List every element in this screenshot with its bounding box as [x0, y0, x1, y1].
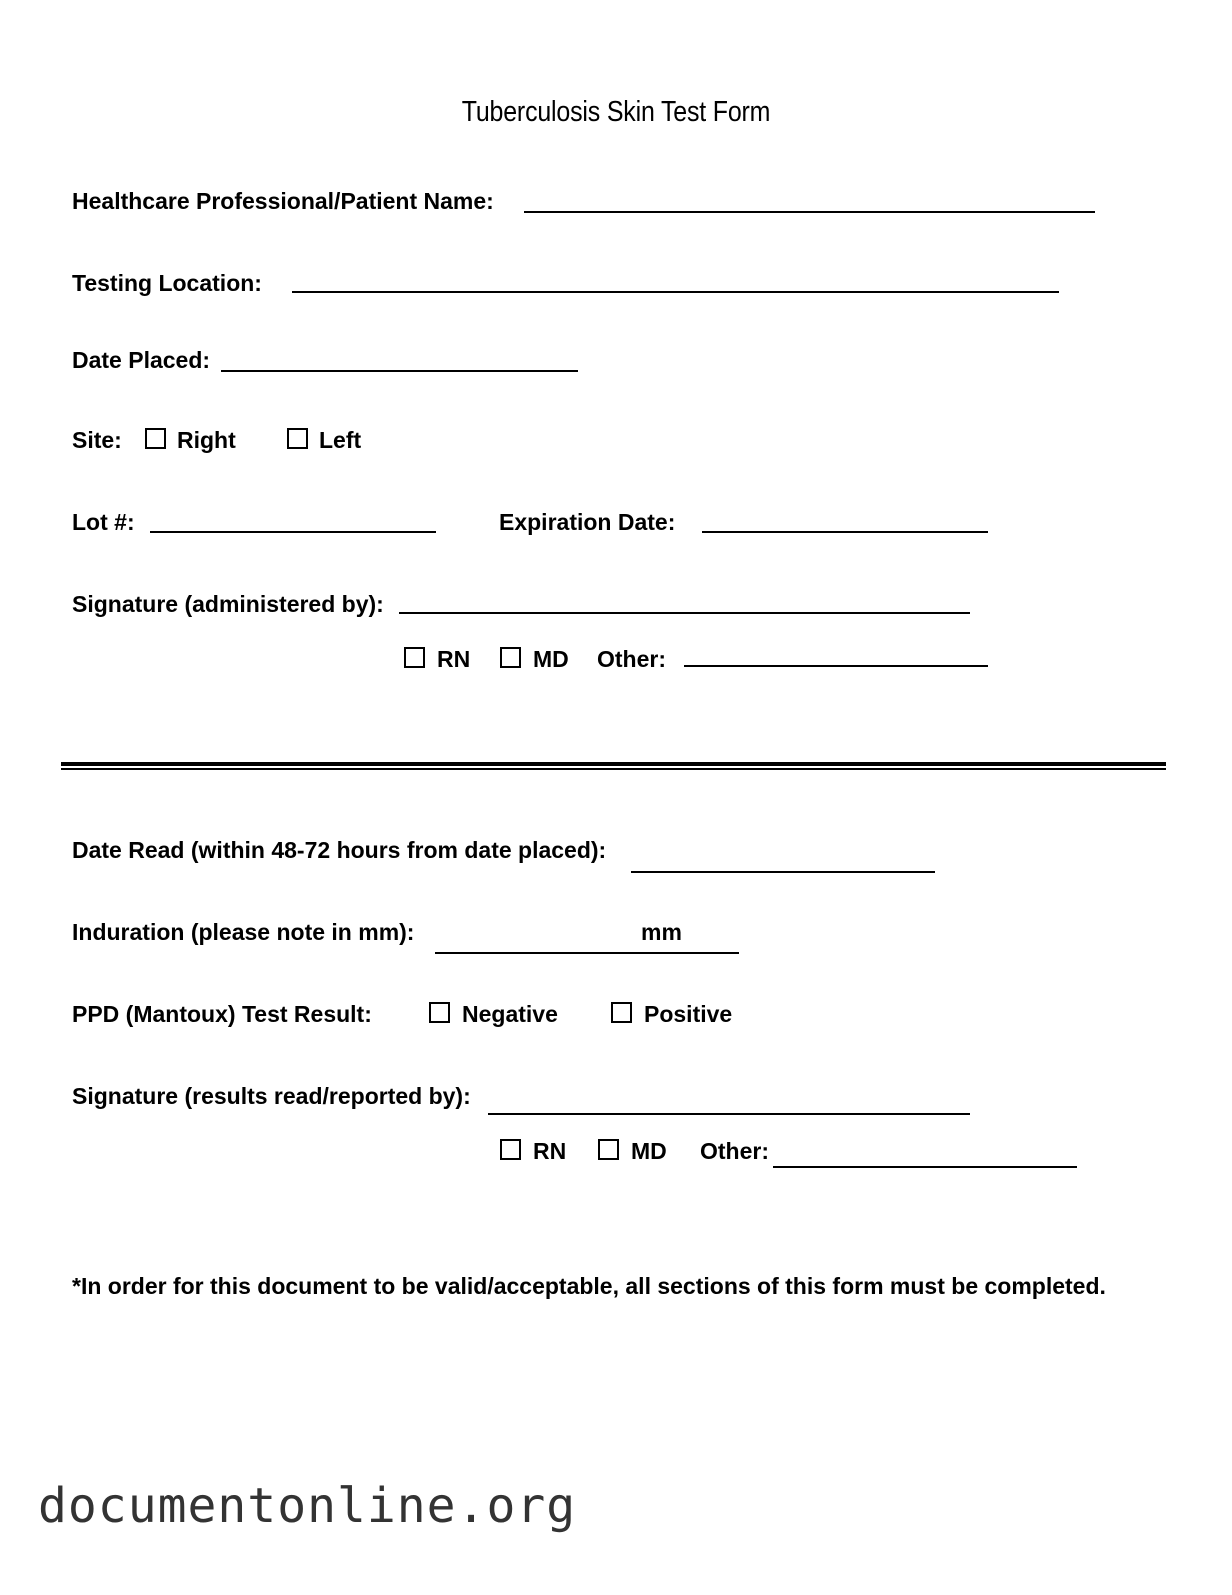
date-read-label: Date Read (within 48-72 hours from date placed):	[72, 837, 607, 863]
expiration-date-field[interactable]	[702, 531, 988, 533]
administered-md-checkbox[interactable]	[500, 647, 521, 668]
result-positive-label: Positive	[644, 1001, 733, 1027]
testing-location-label: Testing Location:	[72, 270, 262, 296]
result-negative-label: Negative	[462, 1001, 558, 1027]
lot-number-field[interactable]	[150, 531, 436, 533]
site-left-checkbox[interactable]	[287, 428, 308, 449]
reported-signature-label: Signature (results read/reported by):	[72, 1083, 471, 1109]
reported-other-field[interactable]	[773, 1166, 1077, 1168]
reported-md-label: MD	[631, 1138, 667, 1164]
date-placed-label: Date Placed:	[72, 347, 211, 373]
testing-location-field[interactable]	[292, 291, 1059, 293]
result-negative-checkbox[interactable]	[429, 1002, 450, 1023]
induration-label: Induration (please note in mm):	[72, 919, 415, 945]
reported-other-label: Other:	[700, 1138, 769, 1164]
watermark: documentonline.org	[38, 1478, 577, 1534]
date-read-field[interactable]	[631, 871, 935, 873]
reported-md-checkbox[interactable]	[598, 1139, 619, 1160]
section-divider	[61, 762, 1166, 766]
administered-signature-label: Signature (administered by):	[72, 591, 384, 617]
administered-signature-field[interactable]	[399, 612, 970, 614]
administered-rn-checkbox[interactable]	[404, 647, 425, 668]
patient-name-label: Healthcare Professional/Patient Name:	[72, 188, 494, 214]
administered-rn-label: RN	[437, 646, 471, 672]
reported-signature-field[interactable]	[488, 1113, 970, 1115]
validity-note: *In order for this document to be valid/acceptable, all sections of this form must be completed.	[72, 1273, 1106, 1299]
administered-other-field[interactable]	[684, 665, 988, 667]
site-label: Site:	[72, 427, 122, 453]
induration-unit: mm	[641, 919, 682, 945]
patient-name-field[interactable]	[524, 211, 1095, 213]
induration-field[interactable]	[435, 952, 739, 954]
reported-rn-checkbox[interactable]	[500, 1139, 521, 1160]
lot-number-label: Lot #:	[72, 509, 135, 535]
site-right-checkbox[interactable]	[145, 428, 166, 449]
result-positive-checkbox[interactable]	[611, 1002, 632, 1023]
section-divider-thin	[61, 768, 1166, 770]
site-right-label: Right	[177, 427, 236, 453]
date-placed-field[interactable]	[221, 370, 578, 372]
expiration-date-label: Expiration Date:	[499, 509, 676, 535]
reported-rn-label: RN	[533, 1138, 567, 1164]
site-left-label: Left	[319, 427, 362, 453]
test-result-label: PPD (Mantoux) Test Result:	[72, 1001, 372, 1027]
administered-md-label: MD	[533, 646, 569, 672]
administered-other-label: Other:	[597, 646, 666, 672]
form-title: Tuberculosis Skin Test Form	[461, 96, 771, 128]
